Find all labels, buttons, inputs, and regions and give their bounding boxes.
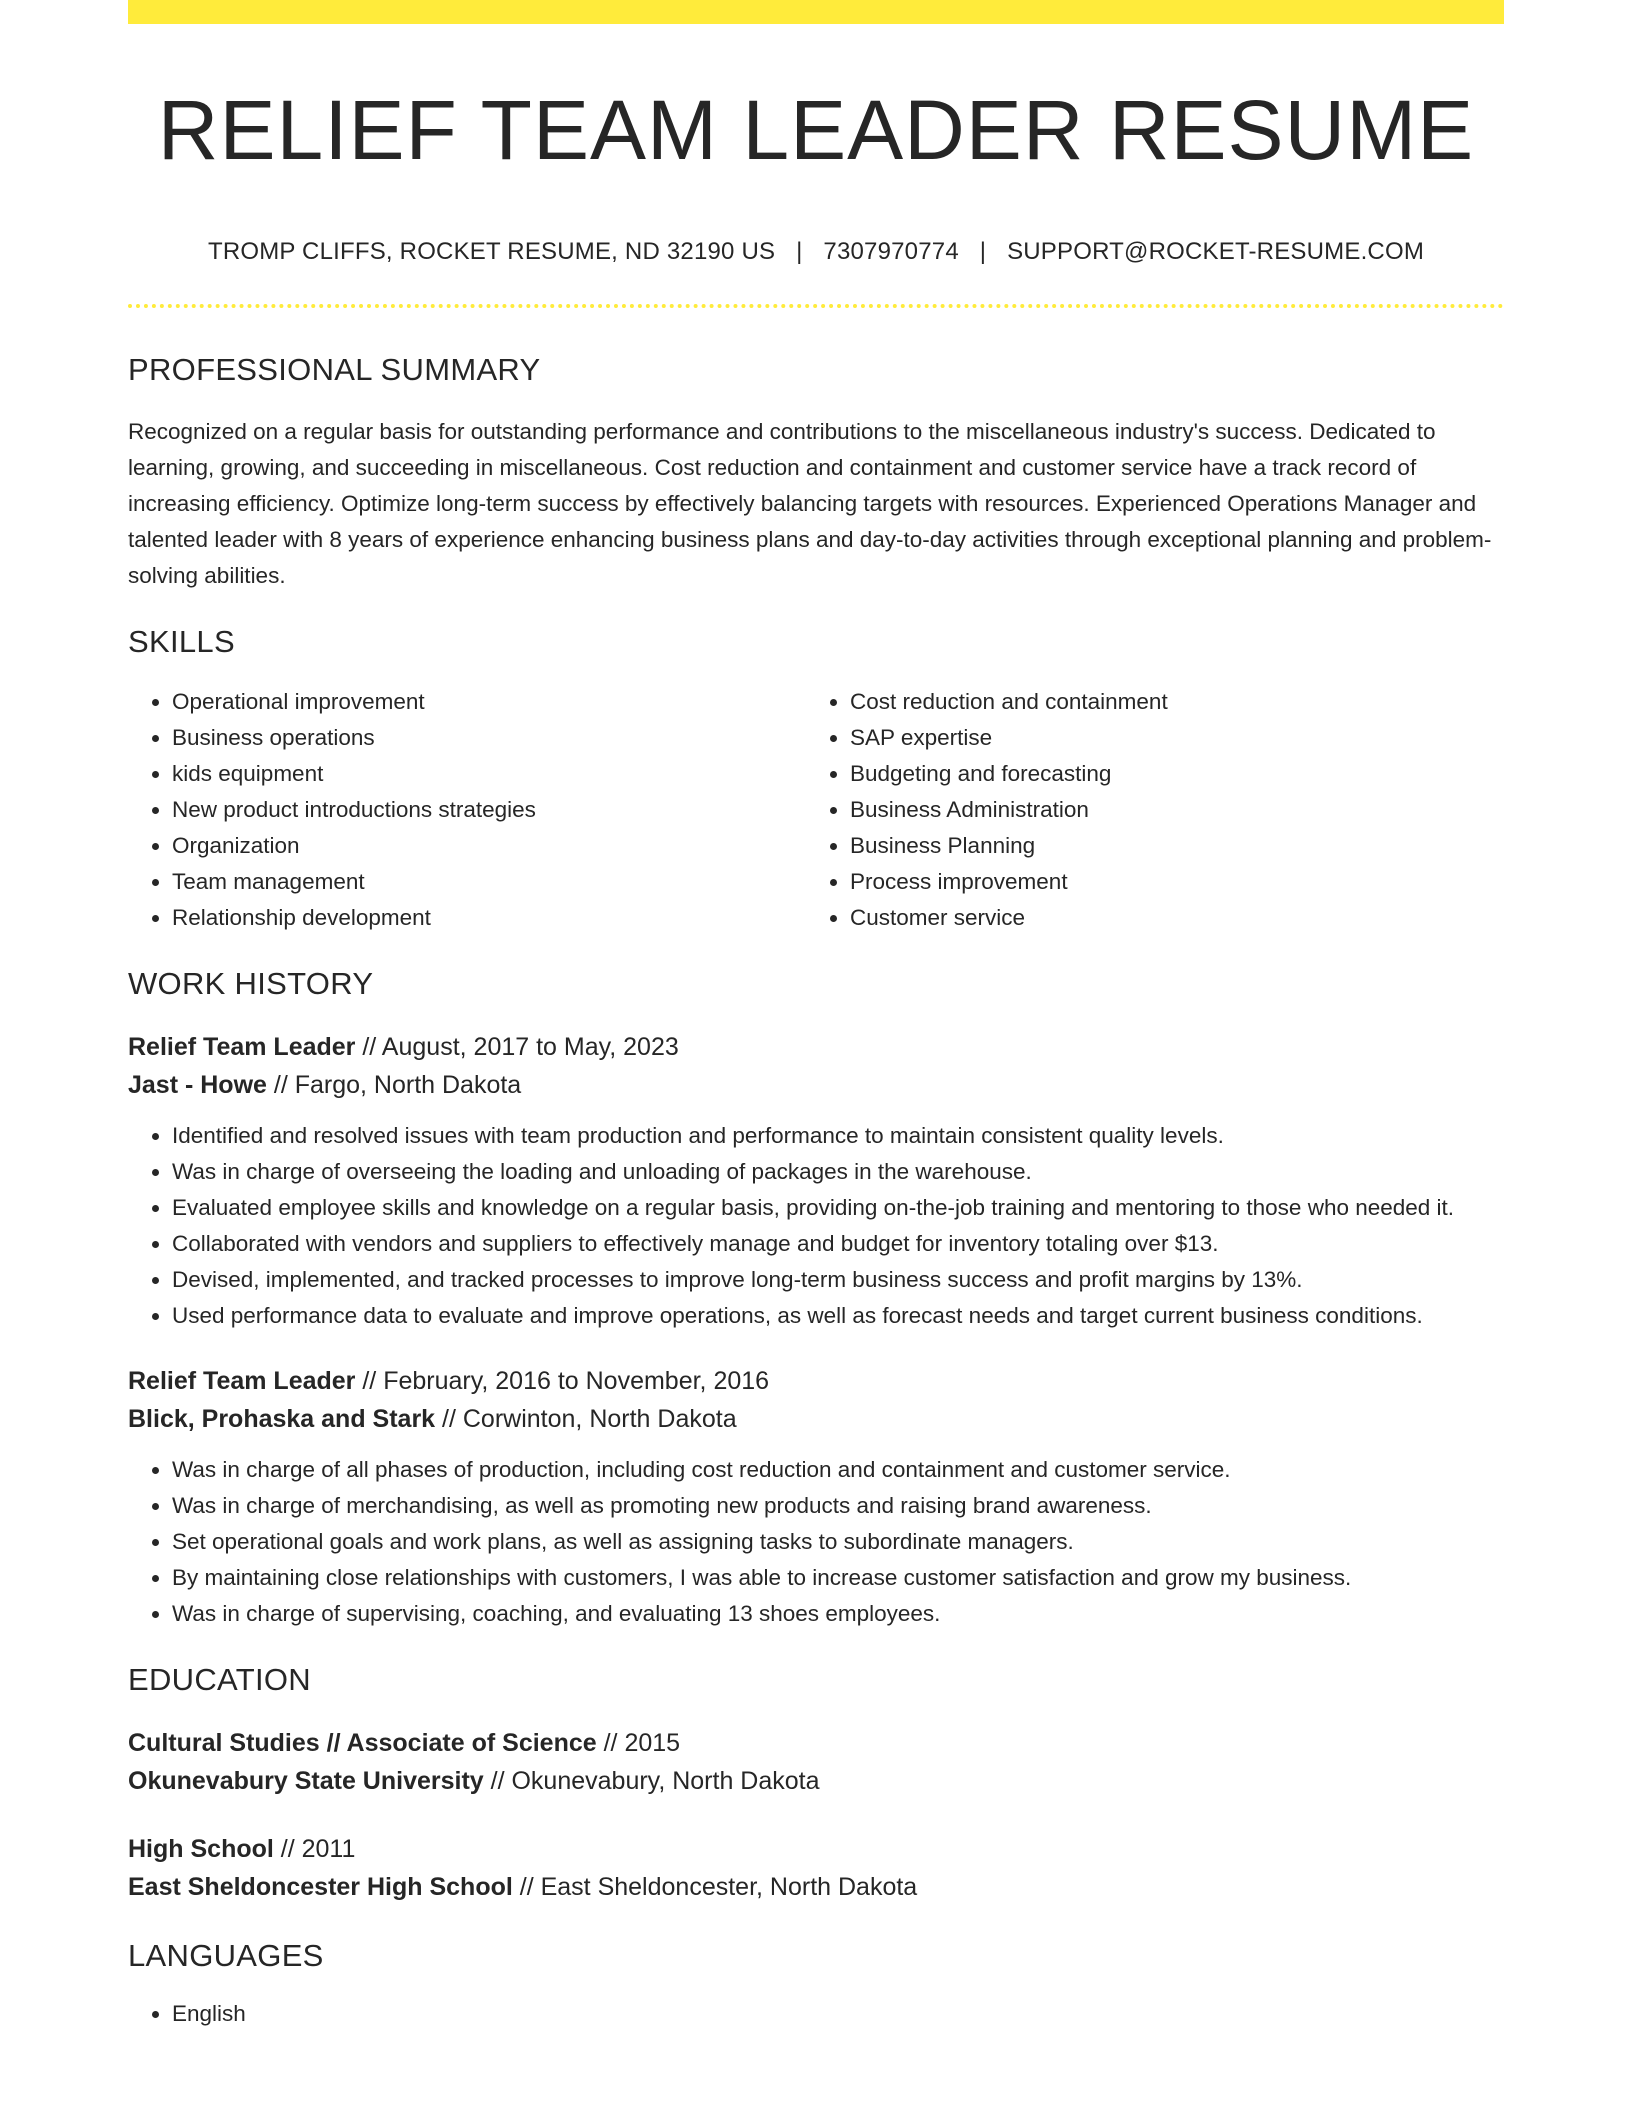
skill-item: • Team management bbox=[172, 864, 806, 900]
job-entry bbox=[128, 1362, 1504, 1632]
school-name: East Sheldoncester High School bbox=[128, 1873, 513, 1902]
job-bullet: • Used performance data to evaluate and improve operations, as well as forecast needs and target current business conditions. bbox=[172, 1298, 1504, 1334]
job-entry bbox=[128, 1028, 1504, 1334]
section-heading-skills: SKILLS bbox=[128, 624, 235, 660]
graduation-year: // 2011 bbox=[273, 1835, 356, 1864]
contact-separator: | bbox=[979, 238, 987, 266]
education-entry bbox=[128, 1724, 1504, 1800]
languages-list bbox=[128, 1996, 1504, 2032]
dotted-divider bbox=[128, 304, 1504, 308]
job-company-line bbox=[128, 1400, 1504, 1438]
job-bullet: • Was in charge of supervising, coaching, and evaluating 13 shoes employees. bbox=[172, 1596, 1504, 1632]
job-bullet: • Collaborated with vendors and suppliers to effectively manage and budget for inventory totaling over $13. bbox=[172, 1226, 1504, 1262]
degree: Cultural Studies // Associate of Science bbox=[128, 1729, 597, 1758]
job-bullet: • Devised, implemented, and tracked processes to improve long-term business success and profit margins by 13%. bbox=[172, 1262, 1504, 1298]
job-bullets bbox=[128, 1452, 1504, 1632]
school-name: Okunevabury State University bbox=[128, 1767, 484, 1796]
skill-item: • Cost reduction and containment bbox=[850, 684, 1484, 720]
skill-item: • Relationship development bbox=[172, 900, 806, 936]
school-line bbox=[128, 1868, 1504, 1906]
skill-item: • New product introductions strategies bbox=[172, 792, 806, 828]
section-heading-summary: PROFESSIONAL SUMMARY bbox=[128, 352, 541, 388]
job-dates: // February, 2016 to November, 2016 bbox=[355, 1367, 770, 1396]
skill-item: • Operational improvement bbox=[172, 684, 806, 720]
skill-item: • Organization bbox=[172, 828, 806, 864]
skill-item: • Business Planning bbox=[850, 828, 1484, 864]
job-bullet: • Was in charge of merchandising, as well as promoting new products and raising brand awareness. bbox=[172, 1488, 1504, 1524]
job-bullet: • Evaluated employee skills and knowledge on a regular basis, providing on-the-job training and mentoring to those who needed it. bbox=[172, 1190, 1504, 1226]
school-location: // Okunevabury, North Dakota bbox=[483, 1767, 820, 1796]
school-line bbox=[128, 1762, 1504, 1800]
section-heading-work-history: WORK HISTORY bbox=[128, 966, 374, 1002]
job-company: Jast - Howe bbox=[128, 1071, 267, 1100]
contact-separator: | bbox=[796, 238, 803, 266]
job-title-line bbox=[128, 1362, 1504, 1400]
school-location: // East Sheldoncester, North Dakota bbox=[512, 1873, 918, 1902]
job-bullets bbox=[128, 1118, 1504, 1334]
job-location: // Fargo, North Dakota bbox=[266, 1071, 522, 1100]
skill-item: • Process improvement bbox=[850, 864, 1484, 900]
job-company: Blick, Prohaska and Stark bbox=[128, 1405, 436, 1434]
degree-line bbox=[128, 1724, 1504, 1762]
skills-list-left bbox=[128, 684, 806, 936]
contact-line bbox=[128, 238, 1504, 266]
section-heading-languages: LANGUAGES bbox=[128, 1938, 324, 1974]
section-heading-education: EDUCATION bbox=[128, 1662, 311, 1698]
job-bullet: • Set operational goals and work plans, as well as assigning tasks to subordinate managers. bbox=[172, 1524, 1504, 1560]
skill-item: • Business operations bbox=[172, 720, 806, 756]
job-company-line bbox=[128, 1066, 1504, 1104]
skill-item: • Budgeting and forecasting bbox=[850, 756, 1484, 792]
skills-list-right bbox=[806, 684, 1484, 936]
job-bullet: • By maintaining close relationships with customers, I was able to increase customer satisfaction and grow my business. bbox=[172, 1560, 1504, 1596]
education-entry bbox=[128, 1830, 1504, 1906]
resume-title: RELIEF TEAM LEADER RESUME bbox=[157, 83, 1475, 177]
summary-text: Recognized on a regular basis for outstanding performance and contributions to the miscellaneous industry's success. Dedicated to learning, growing, and succeeding in miscellaneous. Cost reduction and containment and customer service have a track record of increasing efficiency. Optimize long-term success by effectively balancing targets with resources. Experienced Operations Manager and talented leader with 8 years of experience enhancing business plans and day-to-day activities through exceptional planning and problem-solving abilities. bbox=[128, 419, 1492, 589]
degree: High School bbox=[128, 1835, 274, 1864]
job-dates: // August, 2017 to May, 2023 bbox=[355, 1033, 679, 1062]
resume-page bbox=[128, 0, 1504, 2032]
job-title-line bbox=[128, 1028, 1504, 1066]
skill-item: • SAP expertise bbox=[850, 720, 1484, 756]
job-title: Relief Team Leader bbox=[128, 1033, 356, 1062]
top-accent-bar bbox=[128, 0, 1504, 24]
skill-item: • kids equipment bbox=[172, 756, 806, 792]
email: SUPPORT@ROCKET-RESUME.COM bbox=[1007, 238, 1425, 266]
job-bullet: • Was in charge of overseeing the loading and unloading of packages in the warehouse. bbox=[172, 1154, 1504, 1190]
graduation-year: // 2015 bbox=[596, 1729, 681, 1758]
job-location: // Corwinton, North Dakota bbox=[435, 1405, 737, 1434]
skill-item: • Business Administration bbox=[850, 792, 1484, 828]
job-bullet: • Was in charge of all phases of production, including cost reduction and containment and customer service. bbox=[172, 1452, 1504, 1488]
degree-line bbox=[128, 1830, 1504, 1868]
skills-grid bbox=[128, 684, 1504, 936]
language-item: • English bbox=[172, 1996, 1504, 2032]
job-title: Relief Team Leader bbox=[128, 1367, 356, 1396]
job-bullet: • Identified and resolved issues with team production and performance to maintain consistent quality levels. bbox=[172, 1118, 1504, 1154]
skill-item: • Customer service bbox=[850, 900, 1484, 936]
address: TROMP CLIFFS, ROCKET RESUME, ND 32190 US bbox=[207, 238, 776, 266]
phone: 7307970774 bbox=[823, 238, 959, 266]
